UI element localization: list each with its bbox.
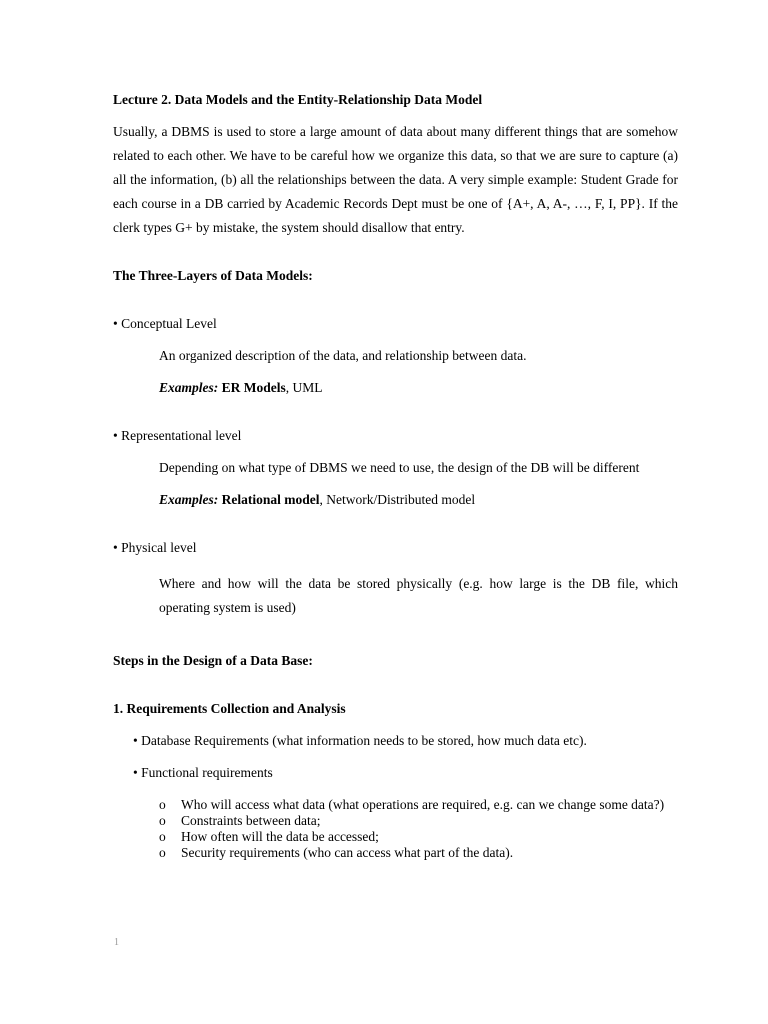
step-1-heading: 1. Requirements Collection and Analysis [113, 701, 346, 716]
examples-highlight: Relational model [221, 492, 320, 507]
conceptual-level-examples [159, 380, 323, 396]
functional-requirements-bullet: • Functional requirements [133, 765, 273, 780]
examples-rest: , UML [285, 380, 323, 395]
page-number: 1 [114, 937, 119, 948]
conceptual-level-bullet: • Conceptual Level [113, 316, 217, 331]
examples-highlight: ER Models [221, 380, 286, 395]
list-item: Constraints between data; [181, 813, 321, 828]
examples-label: Examples: [159, 380, 219, 395]
list-bullet: o [159, 845, 166, 860]
layers-heading: The Three-Layers of Data Models: [113, 268, 313, 283]
representational-level-examples [159, 492, 475, 508]
list-item: Security requirements (who can access what part of the data). [181, 845, 514, 860]
steps-heading: Steps in the Design of a Data Base: [113, 653, 313, 668]
conceptual-level-description: An organized description of the data, and relationship between data. [159, 348, 527, 363]
representational-level-description: Depending on what type of DBMS we need to use, the design of the DB will be different [159, 460, 640, 475]
list-bullet: o [159, 829, 166, 844]
representational-level-bullet: • Representational level [113, 428, 242, 443]
list-bullet: o [159, 797, 166, 812]
physical-level-description: Where and how will the data be stored physically (e.g. how large is the DB file, which operating system is used) [159, 576, 678, 615]
examples-rest: , Network/Distributed model [319, 492, 476, 507]
physical-level-bullet: • Physical level [113, 540, 197, 555]
examples-label: Examples: [159, 492, 219, 507]
list-bullet: o [159, 813, 166, 828]
database-requirements-bullet: • Database Requirements (what information needs to be stored, how much data etc). [133, 733, 587, 748]
list-item: How often will the data be accessed; [181, 829, 379, 844]
list-item: Who will access what data (what operations are required, e.g. can we change some data?) [181, 797, 665, 812]
document-title: Lecture 2. Data Models and the Entity-Relationship Data Model [113, 92, 483, 107]
intro-paragraph: Usually, a DBMS is used to store a large amount of data about many different things that are somehow related to each other. We have to be careful how we organize this data, so that we are sure to capture (a) all the information, (b) all the relationships between the data. A very simple example: Student Grade for each course in a DB carried by Academic Records Dept must be one of {A+, A, A-, …, F, I, PP}. If the clerk types G+ by mistake, the system should disallow that entry. [113, 124, 678, 235]
